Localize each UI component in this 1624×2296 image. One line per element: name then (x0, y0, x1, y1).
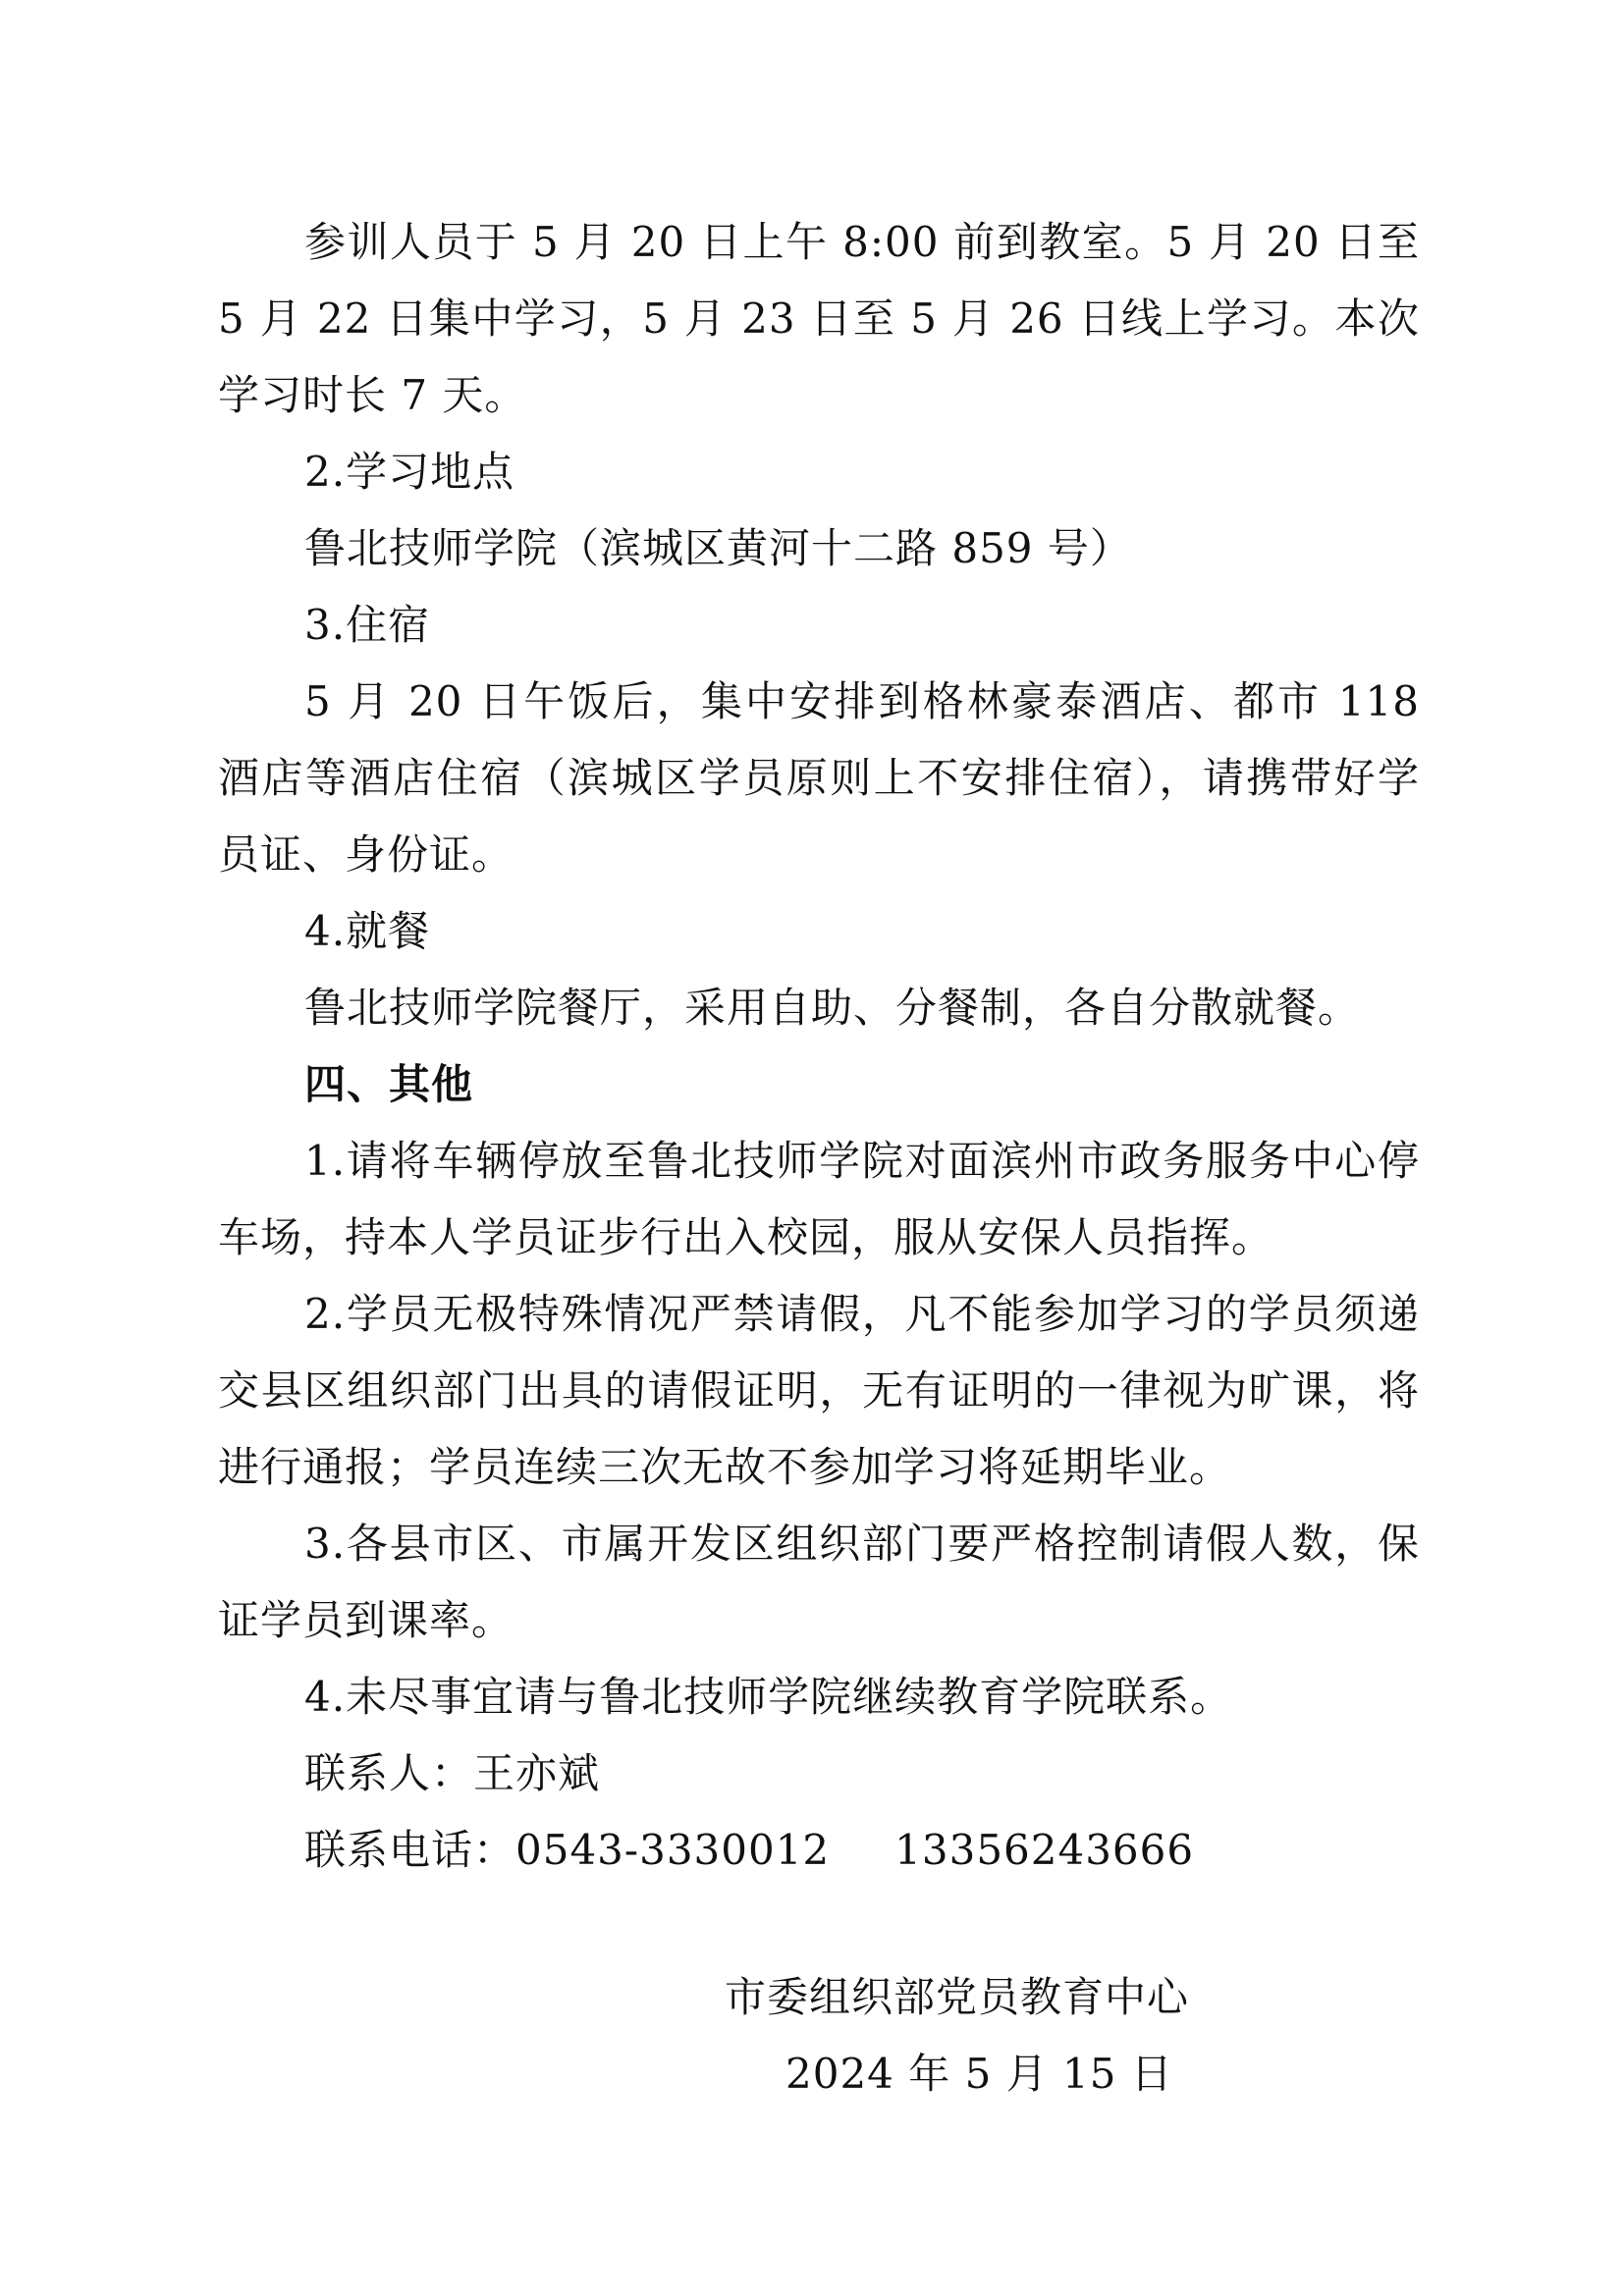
paragraph-parking: 1.请将车辆停放至鲁北技师学院对面滨州市政务服务中心停车场，持本人学员证步行出入校园，服从安保人员指挥。 (218, 1137, 1420, 1261)
paragraph-attendance-control: 3.各县市区、市属开发区组织部门要严格控制请假人数，保证学员到课率。 (218, 1520, 1420, 1644)
paragraph-location: 鲁北技师学院（滨城区黄河十二路 859 号） (304, 524, 1132, 572)
paragraph-lodging-heading: 3.住宿 (304, 601, 431, 649)
paragraph-dining: 鲁北技师学院餐厅，采用自助、分餐制，各自分散就餐。 (304, 984, 1361, 1032)
contact-phone-row (218, 1812, 1420, 1889)
contact-person: 联系人：王亦斌 (304, 1749, 601, 1797)
paragraph-dining-heading: 4.就餐 (304, 907, 431, 955)
section-heading-other: 四、其他 (304, 1060, 474, 1108)
paragraph-leave-policy: 2.学员无极特殊情况严禁请假，凡不能参加学习的学员须递交县区组织部门出具的请假证明，无有证明的一律视为旷课，将进行通报；学员连续三次无故不参加学习将延期毕业。 (218, 1290, 1420, 1491)
signature-block (0, 1959, 1624, 2112)
contact-phone-2: 13356243666 (894, 1826, 1195, 1874)
document-body (218, 204, 1420, 1889)
paragraph-location-heading: 2.学习地点 (304, 448, 515, 496)
paragraph-contact-note: 4.未尽事宜请与鲁北技师学院继续教育学院联系。 (304, 1673, 1233, 1721)
signature-date: 2024 年 5 月 15 日 (785, 2050, 1173, 2098)
signature-organization: 市委组织部党员教育中心 (725, 1973, 1190, 2021)
paragraph-schedule: 参训人员于 5 月 20 日上午 8:00 前到教室。5 月 20 日至 5 月 22 日集中学习，5 月 23 日至 5 月 26 日线上学习。本次学习时长 7 天。 (218, 218, 1420, 419)
contact-phone-label: 联系电话： (304, 1826, 516, 1874)
contact-phone-1: 0543-3330012 (515, 1826, 831, 1874)
paragraph-lodging: 5 月 20 日午饭后，集中安排到格林豪泰酒店、都市 118 酒店等酒店住宿（滨城区学员原则上不安排住宿），请携带好学员证、身份证。 (218, 677, 1420, 879)
